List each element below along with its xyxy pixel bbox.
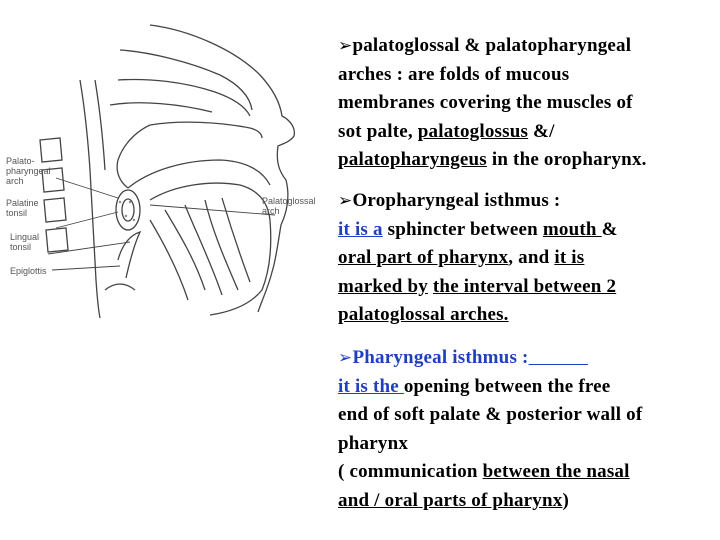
underlined-term: palatoglossus (417, 120, 529, 142)
text-span: opening between the free (403, 375, 611, 397)
text-span: sphincter between (382, 218, 543, 240)
text-span: Pharyngeal isthmus : (352, 347, 529, 368)
underlined-term: it is the (338, 375, 404, 397)
text-span: palatoglossal & palatopharyngeal (352, 35, 632, 56)
bullet-line (338, 458, 642, 487)
bullet-pharyngeal-isthmus (338, 344, 642, 515)
underline-blank (529, 347, 588, 368)
bullet-line (338, 32, 647, 61)
text-span: end of soft palate & posterior wall of (338, 404, 643, 425)
underlined-term: the interval between 2 (432, 275, 617, 297)
text-span: , and (508, 247, 555, 268)
oral-cavity-diagram (0, 20, 330, 320)
underlined-term: mouth (542, 218, 602, 240)
bullet-line (338, 61, 647, 90)
text-span: Oropharyngeal isthmus : (352, 190, 561, 211)
bullet-line (338, 244, 618, 273)
bullet-line (338, 373, 642, 402)
underlined-term: between the nasal (482, 461, 630, 482)
bullet-palatoglossal-arches (338, 32, 647, 175)
bullet-line (338, 401, 642, 430)
label-lingual-tonsil: Lingual tonsil (10, 232, 40, 252)
text-span: arches : are folds of mucous (338, 63, 570, 85)
bullet-line (338, 216, 618, 245)
text-span: sot palte, (338, 120, 418, 142)
underlined-term: marked by (338, 275, 428, 297)
text-span: membranes covering the muscles of (338, 92, 633, 113)
bullet-oropharyngeal-isthmus (338, 187, 618, 330)
underlined-term: it is (554, 247, 585, 268)
underlined-term: it is a (338, 218, 383, 240)
arrow-bullet-icon: ➢ (338, 348, 353, 368)
underlined-term: palatoglossal arches. (338, 304, 509, 325)
underlined-term: palatopharyngeus (338, 149, 487, 170)
arrow-bullet-icon: ➢ (338, 191, 353, 211)
underlined-term: and / oral parts of pharynx (338, 489, 563, 511)
bullet-line (338, 273, 618, 302)
text-span: ( communication (338, 461, 483, 482)
text-span: &/ (528, 120, 555, 142)
text-span: ) (562, 489, 569, 511)
bullet-line (338, 187, 618, 216)
bullet-line (338, 118, 647, 147)
bullet-line (338, 301, 618, 330)
underlined-term: oral part of pharynx (338, 247, 509, 268)
bullet-line (338, 89, 647, 118)
bullet-line (338, 344, 642, 373)
text-span: pharynx (338, 432, 409, 454)
arrow-bullet-icon: ➢ (338, 36, 353, 56)
label-palato-pharyngeal-arch: Palato- pharyngeal arch (6, 156, 51, 186)
label-epiglottis: Epiglottis (10, 266, 47, 276)
label-palatoglossal-arch: Palatoglossal arch (262, 196, 316, 216)
label-palatine-tonsil: Palatine tonsil (6, 198, 39, 218)
text-span: & (601, 218, 618, 240)
bullet-line (338, 430, 642, 459)
bullet-line (338, 146, 647, 175)
text-span: in the oropharynx. (486, 149, 647, 170)
bullet-line (338, 487, 642, 516)
